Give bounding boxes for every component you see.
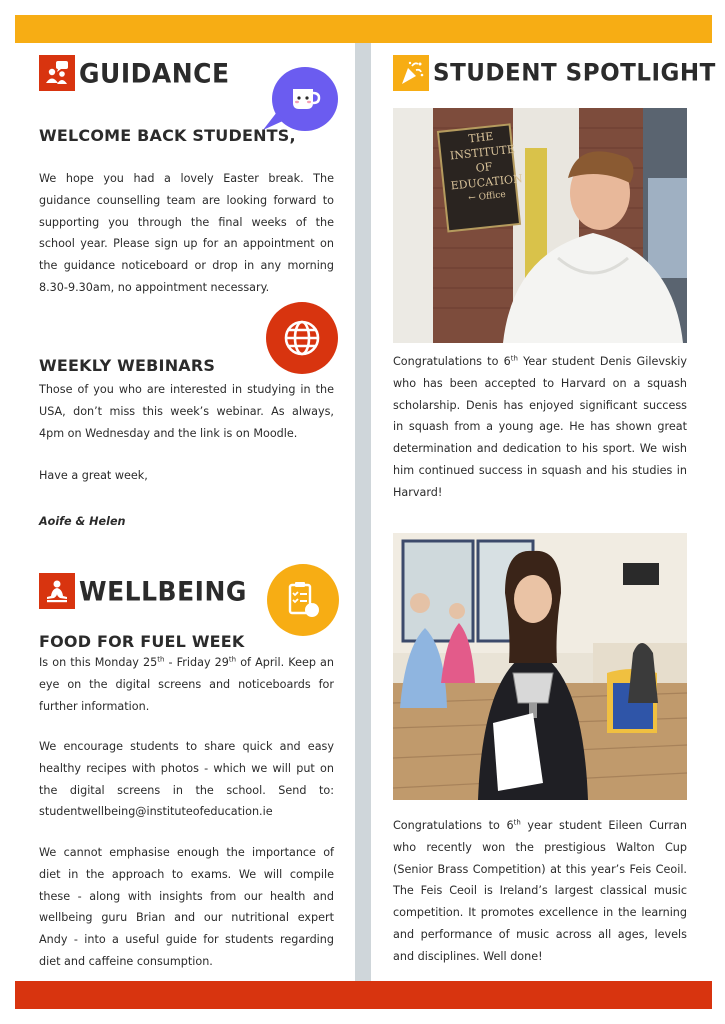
checklist-apple-icon <box>267 564 339 636</box>
food-sup-1: th <box>157 655 165 664</box>
story-denis-part2: Year student Denis Gilevskiy who has been accepted to Harvard on a squash scholarship. Denis has enjoyed significant success in squash from a young age. He has shown great determination and dedication to his sport. We wish him continued success in squash and his studies in Harvard! <box>393 355 687 499</box>
welcome-heading: WELCOME BACK STUDENTS, <box>39 126 296 145</box>
food-sup-2: th <box>228 655 237 664</box>
story-eileen-part1: Congratulations to 6 <box>393 819 514 832</box>
sign-line: ← Office <box>467 189 507 204</box>
food-text <box>39 652 334 717</box>
closing-text: Have a great week, <box>39 469 148 482</box>
student-photo-eileen <box>393 533 687 800</box>
food-heading: FOOD FOR FUEL WEEK <box>39 632 245 651</box>
globe-icon <box>266 302 338 374</box>
party-popper-icon <box>393 55 429 91</box>
sign-line: OF <box>475 160 493 175</box>
bottom-color-bar <box>15 981 712 1009</box>
wellbeing-title: WELLBEING <box>79 575 247 607</box>
story-eileen-sup: th <box>513 818 521 827</box>
guidance-title: GUIDANCE <box>79 57 230 89</box>
diet-text: We cannot emphasise enough the importance of diet in the approach to exams. We will compile these - along with insights from our health and wellbeing guru Brian and our nutritional expert Andy - into a useful guide for students regarding diet and caffeine consumption. <box>39 846 334 968</box>
story-eileen <box>393 815 687 968</box>
webinars-heading: WEEKLY WEBINARS <box>39 356 216 375</box>
sign-line: INSTITUTE <box>449 142 516 163</box>
story-denis-part1: Congratulations to 6 <box>393 355 511 368</box>
spotlight-title: STUDENT SPOTLIGHT <box>433 59 716 87</box>
meditation-icon <box>39 573 75 609</box>
student-photo-denis <box>393 108 687 343</box>
story-eileen-part2: year student Eileen Curran who recently won the prestigious Walton Cup (Senior Brass Competition) at this year’s Feis Ceoil. The Feis Ceoil is Ireland’s largest classical music competition. It promotes excellence in the learning and performance of music across all ages, levels and disciplines. Well done! <box>393 819 687 963</box>
top-color-bar <box>15 15 712 43</box>
welcome-text: We hope you had a lovely Easter break. The guidance counselling team are looking forward to supporting you through the final weeks of the school year. Please sign up for an appointment on the guidance noticeboard or drop in any morning 8.30-9.30am, no appointment necessary. <box>39 172 334 294</box>
signature: Aoife & Helen <box>39 515 126 528</box>
spotlight-header <box>393 55 716 91</box>
food-text-part1: Is on this Monday 25 <box>39 656 158 669</box>
guidance-header <box>39 55 230 91</box>
recipes-text: We encourage students to share quick and easy healthy recipes with photos - which we will put on the digital screens in the school. Send to: studentwellbeing@instituteofeducation.ie <box>39 740 334 819</box>
wellbeing-header <box>39 573 247 609</box>
sign-line: THE <box>467 129 494 146</box>
food-text-part3: of April. Keep an eye on the digital screens and noticeboards for further information. <box>39 656 334 713</box>
institute-sign <box>445 127 522 209</box>
sign-line: EDUCATION <box>450 172 524 193</box>
story-denis <box>393 351 687 504</box>
story-denis-sup: th <box>510 354 518 363</box>
people-chat-icon <box>39 55 75 91</box>
webinars-text: Those of you who are interested in studying in the USA, don’t miss this week’s webinar. As always, 4pm on Wednesday and the link is on Moodle. <box>39 383 334 440</box>
food-text-part2: - Friday 29 <box>164 656 229 669</box>
